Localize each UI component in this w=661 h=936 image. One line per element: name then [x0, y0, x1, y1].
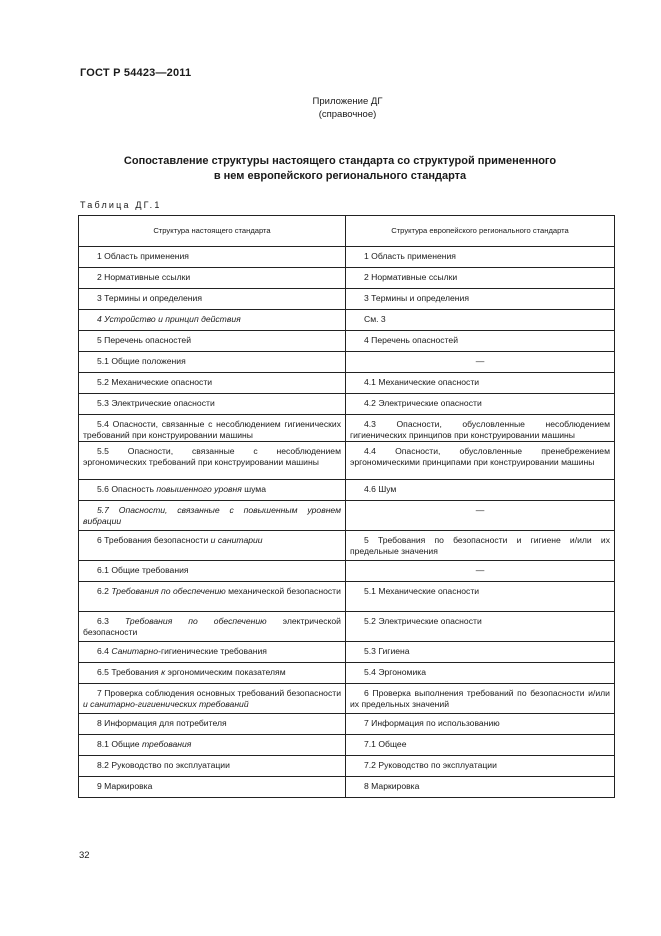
table-row	[79, 561, 615, 582]
cell-national-structure	[79, 612, 346, 642]
annex-type: (справочное)	[318, 109, 377, 120]
table-header-row	[79, 216, 615, 247]
cell-text-segment: 6.1 Общие требования	[97, 565, 189, 575]
annex-title: Приложение ДГ	[312, 96, 383, 107]
cell-european-structure	[346, 268, 615, 289]
cell-national-structure	[79, 352, 346, 373]
header-european-standard: Структура европейского регионального стандарта	[346, 216, 615, 247]
cell-text-segment: 7 Проверка соблюдения основных требований безопасности	[97, 688, 341, 698]
table-row	[79, 289, 615, 310]
cell-text-segment: 5.1 Общие положения	[97, 356, 186, 366]
table-row	[79, 777, 615, 798]
table-row	[79, 442, 615, 480]
cell-text-segment: -гигиенические требования	[158, 646, 267, 656]
table-row	[79, 373, 615, 394]
cell-text-segment: —	[475, 356, 485, 366]
cell-national-structure	[79, 501, 346, 531]
cell-national-structure	[79, 289, 346, 310]
cell-european-structure	[346, 531, 615, 561]
cell-text-segment: 4.1 Механические опасности	[364, 377, 480, 387]
table-row	[79, 735, 615, 756]
table-row	[79, 247, 615, 268]
table-row	[79, 310, 615, 331]
cell-text-segment: 5.7 Опасности, связанные с повышенным уровнем вибрации	[83, 505, 341, 526]
cell-text-segment: 8 Маркировка	[364, 781, 420, 791]
cell-european-structure	[346, 582, 615, 612]
cell-national-structure	[79, 714, 346, 735]
cell-text-segment: эргономическим показателям	[165, 667, 286, 677]
cell-european-structure	[346, 480, 615, 501]
cell-european-structure	[346, 352, 615, 373]
cell-text-segment: 7.1 Общее	[364, 739, 407, 749]
cell-text-segment: и санитарно-гигиенических требований	[83, 698, 249, 709]
cell-text-segment: механической безопасности	[225, 586, 341, 596]
cell-national-structure	[79, 373, 346, 394]
cell-european-structure	[346, 756, 615, 777]
cell-text-segment: 5.5 Опасности, связанные с несоблюдением эргономических требований при конструировании машины	[83, 446, 341, 467]
cell-european-structure	[346, 289, 615, 310]
cell-european-structure	[346, 612, 615, 642]
cell-european-structure	[346, 684, 615, 714]
document-title-line-1: Сопоставление структуры настоящего стандарта со структурой примененного	[123, 155, 557, 167]
cell-text-segment: 5.6 Опасность	[97, 484, 157, 494]
table-row	[79, 394, 615, 415]
cell-text-segment: 3 Термины и определения	[364, 293, 470, 303]
cell-text-segment: 5.3 Электрические опасности	[97, 398, 215, 408]
cell-text-segment: 5.3 Гигиена	[364, 646, 410, 656]
cell-national-structure	[79, 531, 346, 561]
cell-text-segment: требования	[141, 739, 192, 749]
cell-text-segment: 5.4 Эргономика	[364, 667, 426, 677]
cell-text-segment: 4 Устройство и принцип действия	[97, 314, 241, 324]
cell-text-segment: —	[475, 505, 485, 515]
cell-european-structure	[346, 777, 615, 798]
cell-text-segment: 2 Нормативные ссылки	[364, 272, 458, 282]
cell-text-segment: 9 Маркировка	[97, 781, 153, 791]
document-title	[60, 154, 620, 184]
cell-national-structure	[79, 561, 346, 582]
table-body	[79, 247, 615, 798]
cell-national-structure	[79, 247, 346, 268]
cell-text-segment: Санитарно	[111, 646, 159, 656]
cell-text-segment: 5.2 Электрические опасности	[364, 616, 482, 626]
cell-european-structure	[346, 331, 615, 352]
cell-text-segment: шума	[241, 484, 266, 494]
cell-text-segment: электрической безопасности	[83, 616, 341, 637]
cell-text-segment: 6.3	[97, 616, 125, 626]
cell-national-structure	[79, 684, 346, 714]
cell-national-structure	[79, 310, 346, 331]
cell-text-segment: Требования по обеспечению	[124, 616, 267, 626]
cell-european-structure	[346, 561, 615, 582]
cell-text-segment: 8.2 Руководство по эксплуатации	[97, 760, 230, 770]
cell-text-segment: 1 Область применения	[97, 251, 189, 261]
cell-european-structure	[346, 714, 615, 735]
table-row	[79, 531, 615, 561]
cell-text-segment: —	[475, 565, 485, 575]
cell-national-structure	[79, 777, 346, 798]
cell-text-segment: 8.1 Общие	[97, 739, 142, 749]
table-caption: Таблица ДГ.1	[80, 200, 162, 210]
cell-national-structure	[79, 480, 346, 501]
standard-header: ГОСТ Р 54423—2011	[80, 67, 192, 79]
cell-text-segment: 6 Требования безопасности	[97, 535, 211, 545]
cell-european-structure	[346, 442, 615, 480]
table-row	[79, 501, 615, 531]
header-national-standard: Структура настоящего стандарта	[79, 216, 346, 247]
structure-comparison-table	[78, 215, 615, 798]
cell-national-structure	[79, 582, 346, 612]
table-row	[79, 612, 615, 642]
cell-text-segment: 5.1 Механические опасности	[364, 586, 480, 596]
cell-national-structure	[79, 735, 346, 756]
table-row	[79, 663, 615, 684]
table-row	[79, 642, 615, 663]
cell-text-segment: 5 Перечень опасностей	[97, 335, 192, 345]
cell-european-structure	[346, 247, 615, 268]
cell-national-structure	[79, 642, 346, 663]
cell-text-segment: 7.2 Руководство по эксплуатации	[364, 760, 497, 770]
table-row	[79, 480, 615, 501]
cell-text-segment: к	[161, 667, 166, 677]
cell-text-segment: 7 Информация по использованию	[364, 718, 500, 728]
cell-european-structure	[346, 501, 615, 531]
cell-european-structure	[346, 415, 615, 442]
cell-text-segment: 6 Проверка выполнения требований по безопасности и/или их предельных значений	[350, 688, 610, 709]
cell-text-segment: 5.2 Механические опасности	[97, 377, 213, 387]
cell-text-segment: 8 Информация для потребителя	[97, 718, 227, 728]
table-row	[79, 756, 615, 777]
cell-national-structure	[79, 663, 346, 684]
cell-national-structure	[79, 756, 346, 777]
cell-text-segment: 6.4	[97, 646, 112, 656]
cell-text-segment: 6.2	[97, 586, 112, 596]
table-row	[79, 684, 615, 714]
cell-text-segment: 1 Область применения	[364, 251, 456, 261]
cell-text-segment: 5 Требования по безопасности и гигиене и/или их предельные значения	[350, 535, 610, 556]
cell-national-structure	[79, 331, 346, 352]
cell-text-segment: 3 Термины и определения	[97, 293, 203, 303]
cell-text-segment: Требования по обеспечению	[111, 586, 226, 596]
table-row	[79, 331, 615, 352]
cell-text-segment: 4.3 Опасности, обусловленные несоблюдением гигиенических принципов при конструировании машины	[350, 419, 610, 440]
table-row	[79, 582, 615, 612]
cell-national-structure	[79, 415, 346, 442]
table-row	[79, 268, 615, 289]
cell-text-segment: и санитарии	[210, 535, 263, 545]
cell-european-structure	[346, 394, 615, 415]
cell-european-structure	[346, 373, 615, 394]
cell-text-segment: 4 Перечень опасностей	[364, 335, 459, 345]
cell-european-structure	[346, 735, 615, 756]
cell-text-segment: См. 3	[364, 314, 386, 324]
document-title-line-2: в нем европейского регионального стандарта	[213, 170, 467, 182]
table-row	[79, 352, 615, 373]
table-row	[79, 714, 615, 735]
cell-european-structure	[346, 663, 615, 684]
annex-heading	[0, 95, 661, 121]
cell-european-structure	[346, 642, 615, 663]
page-number: 32	[79, 850, 90, 861]
cell-text-segment: 5.4 Опасности, связанные с несоблюдением гигиенических требований при конструировании машины	[83, 419, 341, 440]
cell-national-structure	[79, 268, 346, 289]
cell-national-structure	[79, 442, 346, 480]
cell-text-segment: 2 Нормативные ссылки	[97, 272, 191, 282]
cell-text-segment: 4.4 Опасности, обусловленные пренебрежением эргономическими принципами при конструировании машины	[350, 446, 610, 467]
cell-text-segment: 4.6 Шум	[364, 484, 397, 494]
table-row	[79, 415, 615, 442]
cell-national-structure	[79, 394, 346, 415]
cell-text-segment: 4.2 Электрические опасности	[364, 398, 482, 408]
cell-text-segment: 6.5 Требования	[97, 667, 162, 677]
cell-text-segment: повышенного уровня	[156, 484, 242, 494]
cell-european-structure	[346, 310, 615, 331]
